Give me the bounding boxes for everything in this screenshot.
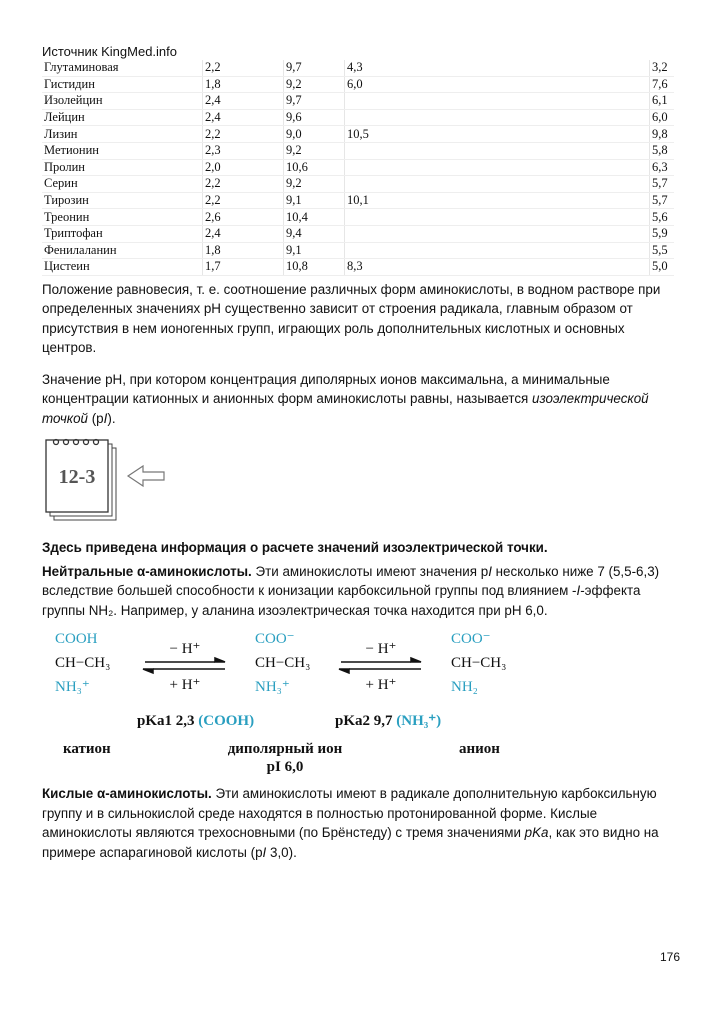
table-cell: 5,9 (650, 225, 675, 242)
table-cell: 6,1 (650, 93, 675, 110)
table-row (42, 242, 674, 259)
arrow2-top: − H⁺ (365, 641, 397, 658)
pka2-label: pKa2 9,7 (NH₃⁺) (335, 713, 442, 730)
table-cell: 2,4 (203, 109, 284, 126)
table-cell: 2,6 (203, 209, 284, 226)
amino-acid-name: Треонин (42, 209, 203, 226)
table-cell: 9,2 (284, 142, 345, 159)
table-row (42, 159, 674, 176)
amino-acid-name: Лизин (42, 126, 203, 143)
table-row (42, 259, 674, 276)
table-cell: 5,0 (650, 259, 675, 276)
zwitter-nh3: NH₃⁺ (255, 679, 290, 696)
table-row (42, 142, 674, 159)
table-cell: 5,7 (650, 176, 675, 193)
table-cell: 9,6 (284, 109, 345, 126)
amino-acid-name: Тирозин (42, 192, 203, 209)
anion-label: анион (459, 741, 500, 758)
amino-acid-name: Пролин (42, 159, 203, 176)
paragraph-isoelectric-point: Значение pH, при котором концентрация диполярных ионов максимальна, а минимальные концентрации катионных и анионных форм аминокислоты равны, называется изоэлектрической точкой (pI). (42, 371, 649, 426)
paragraph-equilibrium: Положение равновесия, т. е. соотношение различных форм аминокислоты, в водном растворе при определенных значениях pH существенно зависит от строения радикала, главным образом от присутствия в нем ионогенных групп, играющих роль дополнительных кислотных и основных центров. (42, 281, 661, 356)
section-heading: Здесь приведена информация о расчете значений изоэлектрической точки. (42, 540, 548, 556)
table-cell: 7,6 (650, 76, 675, 93)
table-cell: 9,2 (284, 76, 345, 93)
table-cell: 9,7 (284, 93, 345, 110)
table-row (42, 93, 674, 110)
table-cell: 2,2 (203, 176, 284, 193)
table-cell (345, 242, 650, 259)
table-cell (345, 159, 650, 176)
table-cell: 3,2 (650, 60, 675, 76)
table-cell: 10,1 (345, 192, 650, 209)
table-cell: 2,3 (203, 142, 284, 159)
amino-acid-name: Триптофан (42, 225, 203, 242)
table-cell: 2,2 (203, 126, 284, 143)
arrow2-bottom: + H⁺ (365, 677, 397, 694)
table-cell: 6,0 (650, 109, 675, 126)
table-cell: 2,4 (203, 93, 284, 110)
table-cell (345, 109, 650, 126)
table-row (42, 225, 674, 242)
table-cell: 6,3 (650, 159, 675, 176)
table-row (42, 126, 674, 143)
amino-acid-name: Изолейцин (42, 93, 203, 110)
table-cell: 5,8 (650, 142, 675, 159)
arrow1-bottom: + H⁺ (169, 677, 201, 694)
table-cell: 6,0 (345, 76, 650, 93)
table-cell: 9,0 (284, 126, 345, 143)
table-row (42, 209, 674, 226)
table-cell (345, 142, 650, 159)
table-cell: 9,7 (284, 60, 345, 76)
page-number: 176 (660, 950, 681, 964)
table-cell: 4,3 (345, 60, 650, 76)
cation-ch: CH−CH₃ (55, 655, 111, 672)
zwitter-ch: CH−CH₃ (255, 655, 311, 672)
table-cell: 9,4 (284, 225, 345, 242)
table-cell: 9,2 (284, 176, 345, 193)
amino-acid-name: Фенилаланин (42, 242, 203, 259)
table-cell: 2,4 (203, 225, 284, 242)
table-row (42, 60, 674, 76)
table-cell: 5,6 (650, 209, 675, 226)
table-cell: 9,1 (284, 192, 345, 209)
table-cell: 1,8 (203, 242, 284, 259)
table-row (42, 192, 674, 209)
table-cell: 10,8 (284, 259, 345, 276)
paragraph-acidic: Кислые α-аминокислоты. Эти аминокислоты имеют в радикале дополнительную карбоксильную группу и в сильнокислой среде находятся в полностью протонированной форме. Кислые аминокислоты являются трехосновными (по Брёнстеду) с тремя значениями pKa, как это видно на примере аспарагиновой кислоты (pI 3,0). (42, 786, 659, 860)
amino-acid-name: Цистеин (42, 259, 203, 276)
notebook-icon (42, 436, 172, 526)
arrow1-top: − H⁺ (169, 641, 201, 658)
table-cell (345, 225, 650, 242)
table-row (42, 76, 674, 93)
alanine-ionization-diagram (55, 626, 535, 782)
table-cell: 2,0 (203, 159, 284, 176)
cation-cooh: COOH (55, 631, 98, 648)
anion-coo: COO⁻ (451, 631, 491, 648)
zwitter-coo: COO⁻ (255, 631, 295, 648)
amino-acid-name: Гистидин (42, 76, 203, 93)
anion-ch: CH−CH₃ (451, 655, 507, 672)
table-cell (345, 176, 650, 193)
table-cell: 10,5 (345, 126, 650, 143)
table-cell: 9,8 (650, 126, 675, 143)
amino-acid-name: Глутаминовая (42, 60, 203, 76)
table-cell: 8,3 (345, 259, 650, 276)
table-row (42, 176, 674, 193)
table-cell: 2,2 (203, 192, 284, 209)
table-row (42, 109, 674, 126)
table-cell: 5,7 (650, 192, 675, 209)
pka1-label: pKa1 2,3 (COOH) (137, 713, 255, 730)
cation-nh3: NH₃⁺ (55, 679, 90, 696)
page-content (42, 44, 678, 862)
paragraph-neutral: Нейтральные α-аминокислоты. Эти аминокислоты имеют значения pI несколько ниже 7 (5,5-6,3) вследствие большей способности к ионизации карбоксильной группы под влиянием -I-эффекта группы NH₂. Например, у аланина изоэлектрическая точка находится при pH 6,0. (42, 563, 660, 618)
table-cell: 10,6 (284, 159, 345, 176)
anion-nh2: NH₂ (451, 679, 478, 696)
table-cell: 10,4 (284, 209, 345, 226)
cation-label: катион (63, 741, 111, 758)
source-label: Источник KingMed.info (42, 44, 177, 59)
table-cell (345, 93, 650, 110)
table-cell: 1,8 (203, 76, 284, 93)
table-cell: 1,7 (203, 259, 284, 276)
amino-acid-name: Серин (42, 176, 203, 193)
amino-acid-table (42, 60, 674, 276)
amino-acid-name: Лейцин (42, 109, 203, 126)
table-cell: 9,1 (284, 242, 345, 259)
table-cell: 5,5 (650, 242, 675, 259)
amino-acid-name: Метионин (42, 142, 203, 159)
pi-label: pI 6,0 (266, 759, 304, 776)
table-cell (345, 209, 650, 226)
zwitter-label: диполярный ион (227, 741, 343, 758)
notebook-label: 12-3 (58, 466, 96, 489)
table-cell: 2,2 (203, 60, 284, 76)
